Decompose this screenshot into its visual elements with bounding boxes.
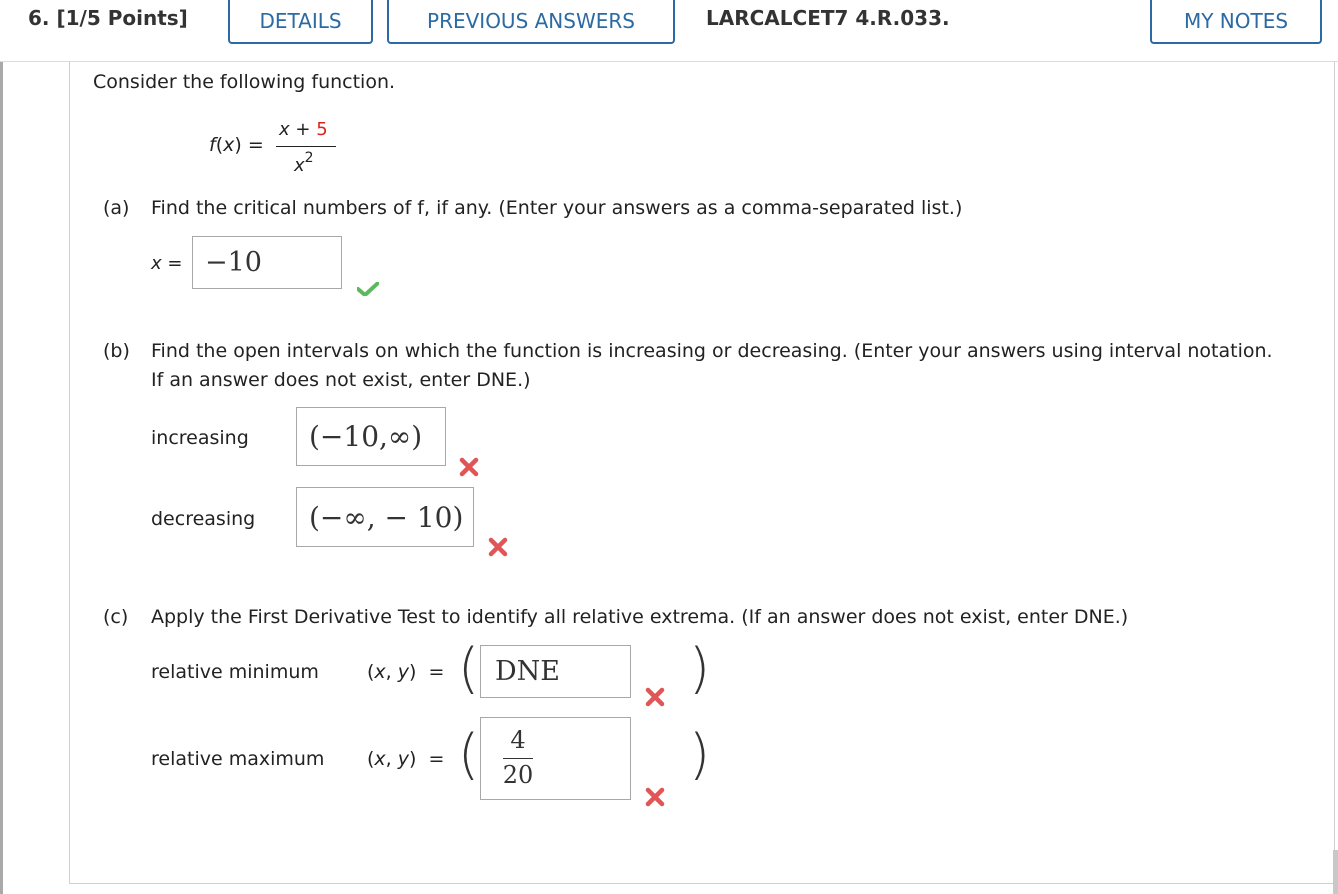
part-a-prompt: Find the critical numbers of f, if any. (Enter your answers as a comma-separated list.) [151,197,963,219]
part-a-letter: (a) [103,197,130,219]
increasing-input[interactable]: (−10,∞) [296,407,446,466]
relative-maximum-input[interactable] [480,717,631,800]
left-edge-bar [0,0,3,894]
problem-code: LARCALCET7 4.R.033. [706,6,950,30]
relative-minimum-input[interactable]: DNE [480,645,631,698]
part-a-label: x = [151,253,183,274]
question-number: 6. [1/5 Points] [28,6,188,30]
relative-minimum-xy: (x, y) = [367,661,445,683]
critical-numbers-input[interactable]: −10 [192,236,342,289]
part-c-letter: (c) [103,606,129,628]
function-numerator [279,119,328,140]
function-denominator [294,152,314,176]
correct-check-icon [357,282,379,296]
relative-maximum-label: relative maximum [151,748,325,770]
denominator-exponent: 2 [304,150,314,166]
question-header [0,0,1338,62]
details-button[interactable]: DETAILS [228,0,373,44]
right-paren: ) [689,637,711,700]
left-paren: ( [458,723,480,786]
relative-maximum-xy: (x, y) = [367,748,445,770]
decreasing-label: decreasing [151,508,256,530]
max-denominator: 20 [502,761,534,789]
previous-answers-button[interactable]: PREVIOUS ANSWERS [387,0,675,44]
xy-open: ( [367,661,375,683]
numerator-var: x + [279,119,311,140]
right-paren: ) [689,723,711,786]
decreasing-input[interactable]: (−∞, − 10) [296,487,474,547]
part-b-letter: (b) [103,340,130,362]
increasing-label: increasing [151,427,249,449]
incorrect-x-icon [645,787,665,807]
my-notes-button[interactable]: MY NOTES [1150,0,1322,44]
left-paren: ( [458,637,480,700]
part-b-prompt-line2: If an answer does not exist, enter DNE.) [151,369,531,391]
max-fraction-bar [503,758,533,759]
fraction-bar [276,146,336,147]
incorrect-x-icon [459,457,479,477]
denominator-base: x [294,155,305,176]
incorrect-x-icon [488,537,508,557]
incorrect-x-icon [645,687,665,707]
intro-text: Consider the following function. [93,71,396,93]
numerator-constant: 5 [316,119,328,140]
max-numerator: 4 [510,726,526,754]
part-b-prompt-line1: Find the open intervals on which the function is increasing or decreasing. (Enter your answers using interval notation. [151,340,1273,362]
relative-minimum-label: relative minimum [151,661,319,683]
function-lhs: f(x) = [209,134,264,156]
part-c-prompt: Apply the First Derivative Test to identify all relative extrema. (If an answer does not exist, enter DNE.) [151,606,1129,628]
scrollbar[interactable] [1333,850,1338,894]
